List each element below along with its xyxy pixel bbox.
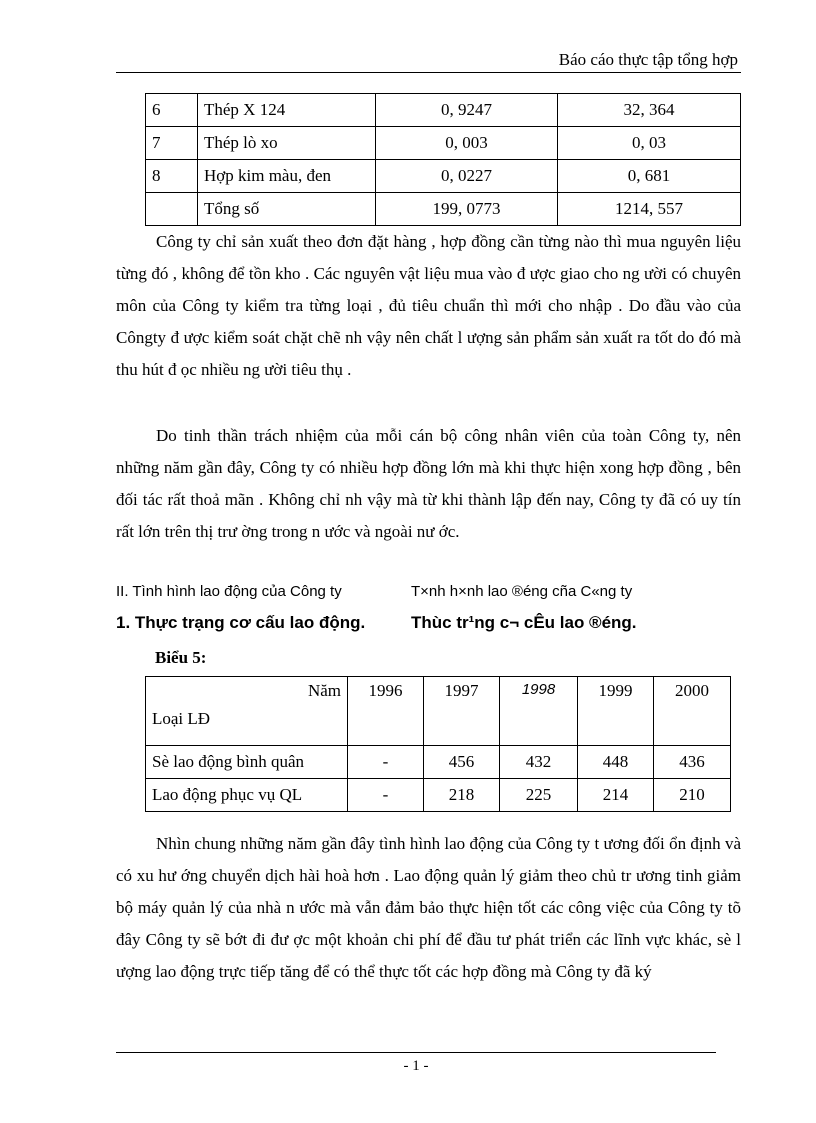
row-label: Lao động phục vụ QL xyxy=(146,779,348,812)
value-cell: 456 xyxy=(424,746,500,779)
value-cell: - xyxy=(348,746,424,779)
material-name: Thép X 124 xyxy=(198,94,376,127)
table-row xyxy=(146,127,741,160)
table-row xyxy=(146,193,741,226)
footer-divider xyxy=(116,1052,716,1053)
page-number: - 1 - xyxy=(403,1058,429,1074)
value-cell: 448 xyxy=(578,746,654,779)
paragraph-labor-trend: Nhìn chung những năm gần đây tình hình lao động của Công ty t ương đối ổn định và có xu hư ớng chuyển dịch hài hoà hơn . Lao động quản lý giảm theo chủ tr ương tinh giảm bộ máy quản lý của nhà n ước mà vẫn đảm bảo thực hiện tốt các công việc của Công ty tõ đây Công ty sẽ bớt đi đư ợc một khoản chi phí để đầu tư phát triển các lĩnh vực khác, sè l ượng lao động trực tiếp tăng để có thể thực tốt các hợp đồng mà Công ty đã ký xyxy=(116,834,741,981)
subsection-heading-garbled: Thùc tr¹ng c¬ cÊu lao ®éng. xyxy=(411,613,637,632)
row-number: 6 xyxy=(146,94,198,127)
value-cell: 199, 0773 xyxy=(376,193,558,226)
material-name: Thép lò xo xyxy=(198,127,376,160)
value-cell: 0, 003 xyxy=(376,127,558,160)
value-cell: 0, 03 xyxy=(558,127,741,160)
value-cell: 0, 9247 xyxy=(376,94,558,127)
paragraph-purchasing: Công ty chỉ sản xuất theo đơn đặt hàng , hợp đồng cần từng nào thì mua nguyên liệu từng đó , không để tồn kho . Các nguyên vật liệu mua vào đ ược giao cho ng ười có chuyên môn của Công ty kiểm tra từng loại , đủ tiêu chuẩn thì mới cho nhập . Do đầu vào của Côngty đ ược kiểm soát chặt chẽ nh vậy nên chất l ượng sản phẩm sản xuất ra tốt do đó mà thu hút đ ọc nhiều ng ười tiêu thụ . xyxy=(116,232,741,379)
paragraph-responsibility: Do tinh thần trách nhiệm của mỗi cán bộ công nhân viên của toàn Công ty, nên những năm gần đây, Công ty có nhiều hợp đồng lớn mà khi thực hiện xong hợp đồng , bên đối tác rất thoả mãn . Không chỉ nh vậy mà từ khi thành lập đến nay, Công ty đã có uy tín rất lớn trên thị trư ờng trong n ước và ngoài nư ớc. xyxy=(116,426,741,541)
row-label: Sè lao động bình quân xyxy=(146,746,348,779)
year-header: 2000 xyxy=(654,677,731,746)
value-cell: 0, 681 xyxy=(558,160,741,193)
page-header: Báo cáo thực tập tổng hợp xyxy=(558,50,738,69)
year-header: 1997 xyxy=(424,677,500,746)
header-divider xyxy=(116,72,741,73)
table-row xyxy=(146,94,741,127)
value-cell: 432 xyxy=(500,746,578,779)
material-name: Tổng số xyxy=(198,193,376,226)
corner-cell xyxy=(146,677,348,746)
value-cell: 225 xyxy=(500,779,578,812)
table-row xyxy=(146,779,731,812)
value-cell: 32, 364 xyxy=(558,94,741,127)
value-cell: 0, 0227 xyxy=(376,160,558,193)
row-number: 8 xyxy=(146,160,198,193)
section-heading-text: II. Tình hình lao động của Công ty xyxy=(116,583,342,600)
value-cell: 214 xyxy=(578,779,654,812)
corner-year-label: Năm xyxy=(307,681,341,700)
subsection-heading xyxy=(116,613,637,633)
section-heading-garbled: T×nh h×nh lao ®éng cña C«ng ty xyxy=(411,583,633,600)
value-cell: 1214, 557 xyxy=(558,193,741,226)
subsection-heading-text: 1. Thực trạng cơ cấu lao động. xyxy=(116,613,366,632)
table-caption: Biểu 5: xyxy=(155,648,207,667)
material-name: Hợp kim màu, đen xyxy=(198,160,376,193)
year-header: 1996 xyxy=(348,677,424,746)
table-header-row xyxy=(146,677,731,746)
corner-type-label: Loại LĐ xyxy=(152,709,211,728)
value-cell: 218 xyxy=(424,779,500,812)
value-cell: 210 xyxy=(654,779,731,812)
materials-table xyxy=(145,93,741,226)
row-number xyxy=(146,193,198,226)
value-cell: - xyxy=(348,779,424,812)
section-heading xyxy=(116,583,632,600)
row-number: 7 xyxy=(146,127,198,160)
table-row xyxy=(146,160,741,193)
year-header: 1998 xyxy=(500,677,578,746)
value-cell: 436 xyxy=(654,746,731,779)
labor-table xyxy=(145,676,731,812)
table-row xyxy=(146,746,731,779)
year-header: 1999 xyxy=(578,677,654,746)
